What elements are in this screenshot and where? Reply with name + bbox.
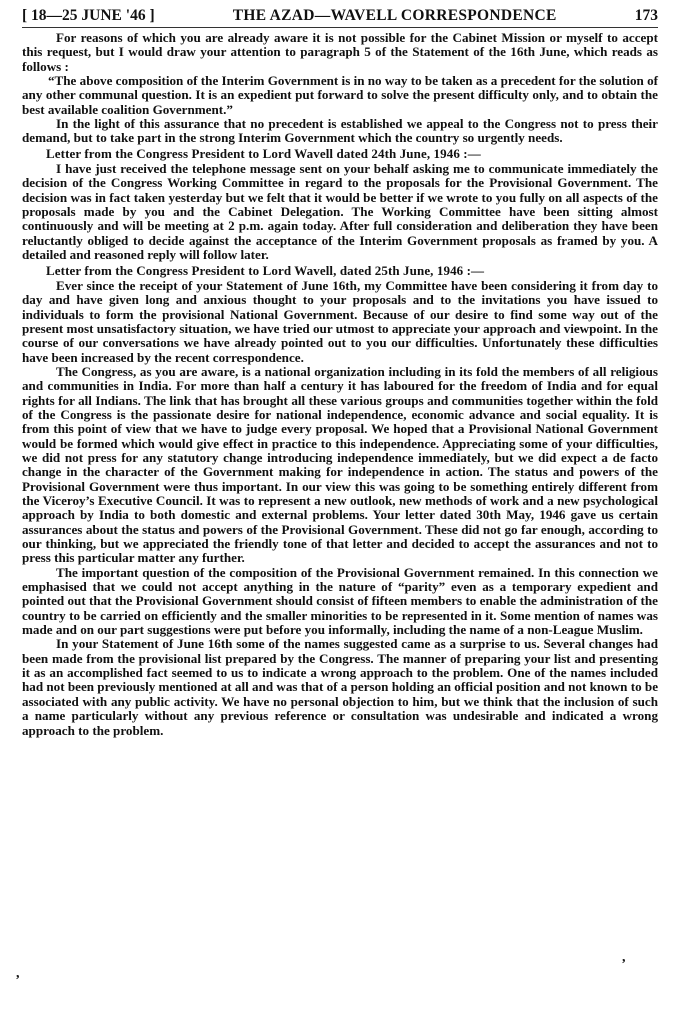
margin-mark-right: , xyxy=(622,950,626,965)
paragraph: I have just received the telephone message sent on your behalf asking me to communicate immediately the decision of the Congress Working Committee in regard to the proposals for the Provisional Government. The decision was in fact taken yesterday but we felt that it would be better if we wrote to you fully on all aspects of the proposals made by you and the Cabinet Delegation. The Working Committee have been sitting almost continuously and will be meeting at 2 p.m. again today. After full consideration and deliberation they have been reluctantly obliged to decide against the acceptance of the Interim Government proposals as framed by you. A detailed and reasoned reply will follow later. xyxy=(22,161,658,263)
document-body xyxy=(22,31,658,738)
page xyxy=(22,6,658,738)
paragraph: The important question of the composition of the Provisional Government remained. In this connection we emphasised that we could not accept anything in the nature of “parity” even as a temporary expedient and pointed out that the Provisional Government should consist of fifteen members to enable the administration of the country to be carried on efficiently and the smaller minorities to be represented in it. Some mention of names was made and on our part suggestions were put before you informally, including the name of a non-League Muslim. xyxy=(22,564,658,638)
quoted-statement: “The above composition of the Interim Government is in no way to be taken as a precedent for the solution of any other communal question. It is an expedient put forward to solve the present difficulty only, and to obtain the best available coalition Government.” xyxy=(22,73,658,117)
letter-heading: Letter from the Congress President to Lord Wavell dated 24th June, 1946 :— xyxy=(46,145,481,161)
paragraph: The Congress, as you are aware, is a national organization including in its fold the members of all religious and communities in India. For more than half a century it has laboured for the freedom of India and for equal rights for all Indians. The link that has brought all these various groups and communities together within the fold of the Congress is the passionate desire for national independence, economic advance and social equality. It is from this point of view that we have to judge every proposal. We hoped that a Provisional National Government would be formed which would give effect in practice to this independence. Appreciating some of your difficulties, we did not press for any statutory change introducing independence immediately, but we did expect a de facto change in the character of the Government making for independence in action. The status and powers of the Provisional Government were thus important. In our view this was going to be something entirely different from the Viceroy’s Executive Council. It was to represent a new outlook, new methods of work and a new psychological approach by India to both domestic and external problems. Your letter dated 30th May, 1946 gave us certain assurances about the status and powers of the Provisional Government. These did not go far enough, according to our thinking, but we appreciated the friendly tone of that letter and decided to accept the assurances and not to press this particular matter any further. xyxy=(22,363,658,566)
header-title: THE AZAD—WAVELL CORRESPONDENCE xyxy=(232,7,557,24)
paragraph: For reasons of which you are already aware it is not possible for the Cabinet Mission or myself to accept this request, but I would draw your attention to paragraph 5 of the Statement of the 16th June, which reads as follows : xyxy=(22,30,658,74)
paragraph: In your Statement of June 16th some of the names suggested came as a surprise to us. Several changes had been made from the provisional list prepared by the Congress. The manner of preparing your list and presenting it as an accomplished fact seemed to us to indicate a wrong approach to the problem. One of the names included had not been previously mentioned at all and was that of a person holding an official position and not known to be associated with any public activity. We have no personal objection to him, but we think that the inclusion of such a name particularly without any previous reference or consultation was undesirable and indicated a wrong approach to the problem. xyxy=(22,636,659,738)
margin-mark-left: , xyxy=(16,966,20,981)
paragraph: In the light of this assurance that no precedent is established we appeal to the Congress not to press their demand, but to take part in the strong Interim Government which the country so urgently needs. xyxy=(22,116,658,146)
letter-heading: Letter from the Congress President to Lord Wavell, dated 25th June, 1946 :— xyxy=(46,262,485,278)
page-number: 173 xyxy=(634,7,658,24)
header-date-range: [ 18—25 JUNE '46 ] xyxy=(22,7,155,24)
running-header xyxy=(22,6,658,28)
paragraph: Ever since the receipt of your Statement of June 16th, my Committee have been considering it from day to day and have given long and anxious thought to your proposals and to the invitations you have issued to individuals to form the provisional National Government. Because of our desire to find some way out of the present most unsatisfactory situation, we have tried our utmost to appreciate your approach and viewpoint. In the course of our conversations we have already pointed out to you our difficulties. Unfortunately these difficulties have been increased by the recent correspondence. xyxy=(22,277,658,365)
